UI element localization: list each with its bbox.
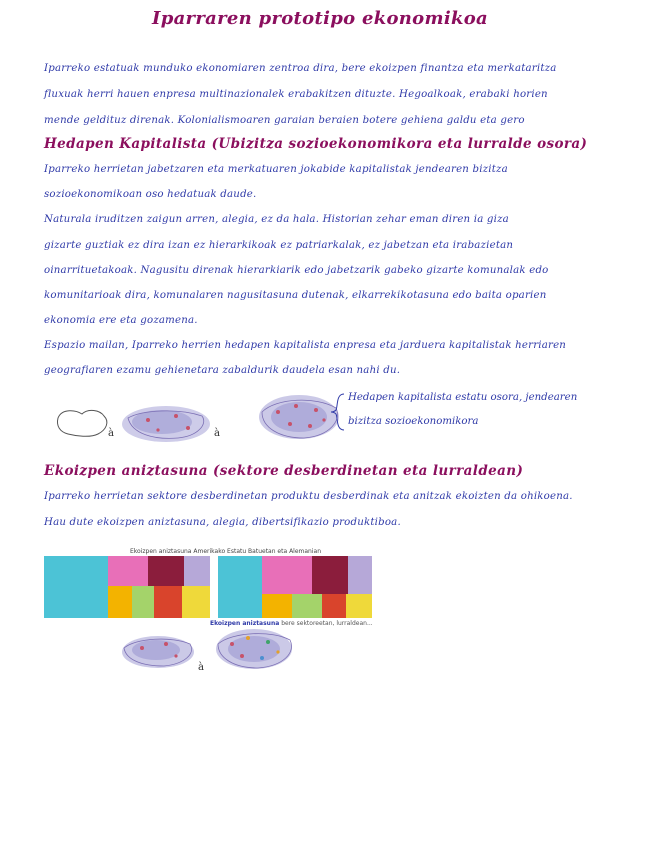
- sketch-caption-rest: bere sektoreetan, lurraldean...: [281, 620, 373, 627]
- treemap-right: [218, 556, 372, 618]
- section-heading-capitalist: Hedapen Kapitalista (Ubizitza sozioekonomikora eta lurralde osora): [44, 136, 588, 152]
- arrow-icon: à: [214, 428, 221, 439]
- section1-line: geografiaren ezamu gehienetara zabaldurik daudela esan nahi du.: [44, 365, 401, 376]
- map-sketch: [118, 632, 198, 672]
- map-sketch: [118, 402, 214, 446]
- arrow-icon: à: [108, 428, 115, 439]
- section1-line: Naturala iruditzen zaigun arren, alegia, ez da hala. Historian zehar eman diren ia giza: [44, 214, 509, 225]
- section1-line: gizarte guztiak ez dira izan ez hierarkikoak ez patriarkalak, ez jabetzan eta irabazietan: [44, 240, 514, 251]
- section1-line: komunitarioak dira, komunalaren nagusitasuna dutenak, elkarrekikotasuna edo baita oparien: [44, 290, 547, 301]
- empty-territory-sketch: [54, 404, 114, 440]
- brace-icon: [328, 392, 348, 432]
- section-heading-diversity: Ekoizpen aniztasuna (sektore desberdinetan eta lurraldean): [44, 463, 524, 479]
- section1-line: oinarrituetakoak. Nagusitu direnak hierarkiarik edo jabetzarik gabeko gizarte komunalak edo: [44, 265, 549, 276]
- intro-line: Iparreko estatuak munduko ekonomiaren zentroa dira, bere ekoizpen finantza eta merkataritza: [44, 63, 557, 74]
- sketch-caption-key: Ekoizpen aniztasuna: [210, 620, 280, 627]
- map-sketch-diverse: [212, 626, 296, 672]
- capitalist-note-line: bizitza sozioekonomikora: [348, 416, 479, 427]
- section2-line: Hau dute ekoizpen aniztasuna, alegia, dibertsifikazio produktiboa.: [44, 517, 401, 528]
- treemap-left: [44, 556, 210, 618]
- capitalist-note-line: Hedapen kapitalista estatu osora, jendearen: [348, 392, 578, 403]
- page-title: Iparraren prototipo ekonomikoa: [151, 8, 489, 29]
- section1-line: ekonomia ere eta gozamena.: [44, 315, 198, 326]
- section1-line: Espazio mailan, Iparreko herrien hedapen kapitalista enpresa eta jarduera kapitalistak herriaren: [44, 340, 567, 351]
- section1-line: Iparreko herrietan jabetzaren eta merkatuaren jokabide kapitalistak jendearen bizitza: [44, 164, 508, 175]
- treemap-caption: Ekoizpen aniztasuna Amerikako Estatu Batuetan eta Alemanian: [130, 548, 321, 555]
- arrow-icon: à: [198, 662, 205, 673]
- section1-line: sozioekonomikoan oso hedatuak daude.: [44, 189, 257, 200]
- intro-line: fluxuak herri hauen enpresa multinazionalek erabakitzen dituzte. Hegoalkoak, erabaki horien: [44, 89, 548, 100]
- section2-line: Iparreko herrietan sektore desberdinetan produktu desberdinak eta anitzak ekoizten da ohikoena.: [44, 491, 573, 502]
- intro-line: mende geldituz direnak. Kolonialismoaren garaian beraien botere gehiena galdu eta gero: [44, 115, 525, 126]
